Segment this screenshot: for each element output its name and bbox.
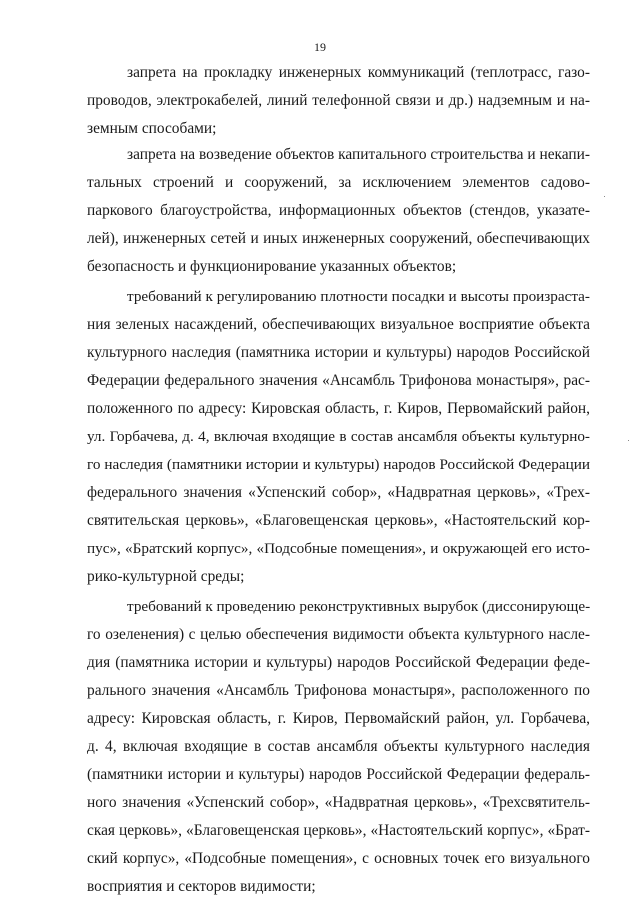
text-line: запрета на прокладку инженерных коммуникаций (теплотрасс, газо- (127, 64, 590, 81)
page-number: 19 (314, 40, 326, 54)
text-line: паркового благоустройства, информационных объектов (стендов, указате- (87, 202, 590, 219)
scan-speck (628, 440, 629, 441)
text-line: федерального значения «Успенский собор», «Надвратная церковь», «Трех- (87, 484, 590, 501)
text-line: запрета на возведение объектов капитального строительства и некапи- (127, 146, 590, 163)
text-line: (памятники истории и культуры) народов Российской Федерации федераль- (87, 766, 590, 783)
text-line: дия (памятника истории и культуры) народов Российской Федерации феде- (87, 654, 590, 671)
text-line: проводов, электрокабелей, линий телефонной связи и др.) надземным и на- (87, 92, 590, 109)
text-line: требований к регулированию плотности посадки и высоты произраста- (127, 288, 590, 305)
text-line: ния зеленых насаждений, обеспечивающих визуальное восприятие объекта (87, 316, 590, 333)
text-line: Федерации федерального значения «Ансамбль Трифонова монастыря», рас- (87, 372, 590, 389)
text-line: ская церковь», «Благовещенская церковь», «Настоятельский корпус», «Брат- (87, 822, 590, 839)
text-line: святительская церковь», «Благовещенская церковь», «Настоятельский кор- (87, 512, 590, 529)
text-line: земным способами; (87, 120, 217, 137)
text-line: адресу: Кировская область, г. Киров, Первомайский район, ул. Горбачева, (87, 710, 590, 727)
text-line: восприятия и секторов видимости; (87, 878, 316, 895)
text-line: положенного по адресу: Кировская область, г. Киров, Первомайский район, (87, 400, 590, 417)
text-line: д. 4, включая входящие в состав ансамбля объекты культурного наследия (87, 738, 590, 755)
scan-speck (604, 196, 605, 197)
text-line: ский корпус», «Подсобные помещения», с основных точек его визуального (87, 850, 590, 867)
text-line: рального значения «Ансамбль Трифонова монастыря», расположенного по (87, 682, 590, 699)
text-line: тальных строений и сооружений, за исключением элементов садово- (87, 174, 590, 191)
text-line: го озеленения) с целью обеспечения видимости объекта культурного насле- (87, 626, 590, 643)
text-line: ного значения «Успенский собор», «Надвратная церковь», «Трехсвятитель- (87, 794, 590, 811)
text-line: лей), инженерных сетей и иных инженерных сооружений, обеспечивающих (87, 230, 590, 247)
text-line: ул. Горбачева, д. 4, включая входящие в состав ансамбля объекты культурно- (87, 428, 590, 445)
text-line: безопасность и функционирование указанных объектов; (87, 258, 457, 275)
text-line: пус», «Братский корпус», «Подсобные помещения», и окружающей его исто- (87, 540, 590, 557)
text-line: требований к проведению реконструктивных вырубок (диссонирующе- (127, 598, 591, 615)
text-line: го наследия (памятники истории и культуры) народов Российской Федерации (87, 456, 590, 473)
text-line: культурного наследия (памятника истории и культуры) народов Российской (87, 344, 590, 361)
text-line: рико-культурной среды; (87, 568, 245, 585)
